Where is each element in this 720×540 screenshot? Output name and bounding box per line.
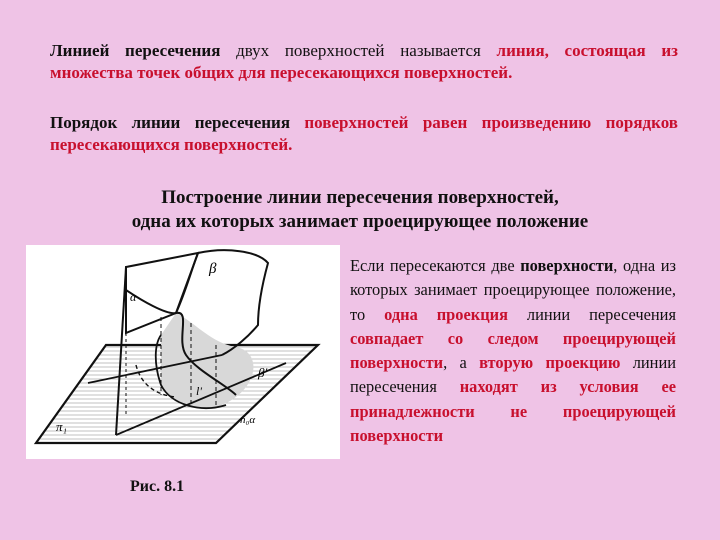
label-beta-prime: β' xyxy=(258,365,268,380)
definition-text: двух поверхностей называется xyxy=(220,41,497,60)
rule-t7 xyxy=(418,305,437,324)
order-text: Порядок линии пересечения xyxy=(50,113,305,132)
definition-paragraph xyxy=(50,40,678,84)
definition-highlight: линия, состоящая из множества точек общих для пересекающихся поверхностей. xyxy=(50,41,678,82)
section-heading xyxy=(40,186,680,234)
rule-t4: проецирующее положение, xyxy=(483,280,676,300)
section-heading-line1: Построение линии пересечения поверхностей, xyxy=(161,187,559,208)
rule-t9: линии пересечения xyxy=(507,304,676,324)
rule-t12: вторую проекцию xyxy=(479,353,621,373)
order-highlight: поверхностей равен произведению порядков пересекающихся поверхностей. xyxy=(50,113,678,154)
section-heading-line2: одна их которых занимает проецирующее положение xyxy=(131,211,589,232)
rule-t10: совпадает со следом проецирующей поверхности xyxy=(350,328,676,373)
rule-t3: , одна из которых занимает xyxy=(350,256,676,300)
rule-t5: то xyxy=(350,304,385,324)
definition-term: Линией пересечения xyxy=(50,41,221,60)
figure-caption: Рис. 8.1 xyxy=(130,478,185,495)
surface-intersection-figure xyxy=(26,245,340,459)
rule-t11: , а xyxy=(443,353,480,373)
order-paragraph xyxy=(50,112,678,156)
rule-paragraph xyxy=(350,254,676,448)
label-pi-alpha: п₀α xyxy=(240,414,256,426)
label-beta: β xyxy=(209,261,217,277)
rule-t6: одна xyxy=(384,304,418,324)
label-pi1: π₁ xyxy=(56,419,68,434)
label-l-prime: l' xyxy=(196,384,202,398)
rule-t2: поверхности xyxy=(520,256,614,275)
surface-beta-shade xyxy=(161,313,253,408)
rule-t14: находят из условия ее принадлежности не проецирующей поверхности xyxy=(350,377,676,446)
label-alpha: α xyxy=(130,290,137,304)
rule-t1: Если пересекаются две xyxy=(350,256,521,275)
rule-t13: линии пересечения xyxy=(350,353,676,397)
figure-drawing xyxy=(26,245,340,459)
rule-t8: проекция xyxy=(436,304,508,324)
